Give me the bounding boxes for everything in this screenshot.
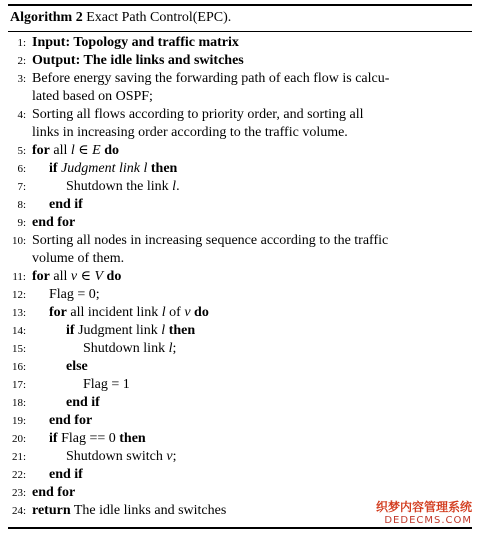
code-token: then [168, 323, 196, 338]
line-number: 12: [11, 289, 26, 301]
line-code [66, 448, 176, 466]
line-number: 23: [11, 487, 26, 499]
code-token: l [161, 323, 166, 338]
line-number: 6: [17, 163, 26, 175]
line-code [32, 124, 348, 142]
code-token: do [106, 269, 122, 284]
algorithm-caption [10, 9, 231, 27]
code-token: end for [49, 413, 93, 428]
line-code [49, 430, 146, 448]
line-number: 2: [17, 55, 26, 67]
line-code [32, 142, 119, 160]
code-token: lated based on OSPF; [32, 89, 153, 104]
line-number: 10: [11, 235, 26, 247]
line-code [49, 160, 177, 178]
code-token: end for [32, 215, 76, 230]
line-number: 8: [17, 199, 26, 211]
code-token: of [165, 305, 185, 320]
code-token: Before energy saving the forwarding path of each flow is calcu- [32, 71, 390, 86]
code-token: l [172, 179, 177, 194]
line-number: 5: [17, 145, 26, 157]
code-token: if [49, 161, 58, 176]
code-token: if [49, 431, 58, 446]
line-number: 17: [11, 379, 26, 391]
code-token: then [150, 161, 178, 176]
code-token: for [49, 305, 67, 320]
code-token: end if [49, 467, 83, 482]
line-number: 22: [11, 469, 26, 481]
line-code [32, 214, 75, 232]
code-token: v [166, 449, 173, 464]
bottom-rule [8, 527, 472, 529]
code-token: Output: The idle links and switches [32, 53, 244, 68]
code-token: ; [172, 449, 177, 464]
code-token: volume of them. [32, 251, 125, 266]
code-token: Sorting all flows according to priority order, and sorting all [32, 107, 364, 122]
line-number: 24: [11, 505, 26, 517]
code-token: Shutdown the link [66, 179, 173, 194]
line-code [32, 88, 153, 106]
line-number: 1: [17, 37, 26, 49]
line-code [32, 232, 388, 250]
code-token: if [66, 323, 75, 338]
code-token: l [70, 143, 75, 158]
line-code [83, 376, 130, 394]
line-number: 3: [17, 73, 26, 85]
line-code [32, 502, 226, 520]
code-token: do [104, 143, 120, 158]
line-number: 20: [11, 433, 26, 445]
code-token: v [184, 305, 191, 320]
code-token: Sorting all nodes in increasing sequence according to the traffic [32, 233, 389, 248]
line-code [32, 250, 124, 268]
line-code [66, 394, 100, 412]
code-token: return [32, 503, 71, 518]
code-token: Shutdown link [83, 341, 169, 356]
caption-title: Exact Path Control(EPC). [86, 10, 232, 25]
line-number: 19: [11, 415, 26, 427]
line-code [66, 358, 88, 376]
watermark-line2: DEDECMS.COM [384, 515, 472, 526]
line-number: 16: [11, 361, 26, 373]
code-token: ∈ [77, 269, 95, 284]
watermark-logo [376, 501, 472, 527]
code-token: end if [66, 395, 100, 410]
code-token: Flag = 1 [83, 377, 130, 392]
line-number: 14: [11, 325, 26, 337]
code-token: do [194, 305, 209, 320]
code-token: l [168, 341, 173, 356]
code-token: for [32, 143, 50, 158]
line-code [32, 268, 121, 286]
line-code [49, 304, 209, 322]
code-token: end if [49, 197, 83, 212]
code-token: Judgment link [74, 323, 162, 338]
code-token: V [94, 269, 104, 284]
code-token: else [66, 359, 88, 374]
code-token: Input: Topology and traffic matrix [32, 35, 239, 50]
line-code [49, 412, 92, 430]
line-code [66, 322, 195, 340]
line-code [49, 286, 100, 304]
line-code [32, 34, 239, 52]
code-token: all [49, 143, 71, 158]
code-token: all [49, 269, 71, 284]
code-token: The idle links and switches [70, 503, 227, 518]
code-token: Shutdown switch [66, 449, 167, 464]
code-token: links in increasing order according to the traffic volume. [32, 125, 348, 140]
code-token: end for [32, 485, 76, 500]
line-number: 7: [17, 181, 26, 193]
line-code [49, 466, 83, 484]
line-code [83, 340, 176, 358]
code-token: ∈ [74, 143, 93, 158]
line-number: 15: [11, 343, 26, 355]
code-token: v [70, 269, 78, 284]
line-number: 13: [11, 307, 26, 319]
line-number: 21: [11, 451, 26, 463]
line-code [32, 70, 389, 88]
code-token: Flag == 0 [57, 431, 120, 446]
code-token: . [176, 179, 180, 194]
line-number: 4: [17, 109, 26, 121]
code-token: l [161, 305, 166, 320]
line-code [32, 484, 75, 502]
caption-label: Algorithm 2 [10, 10, 83, 25]
caption-rule [8, 31, 472, 32]
line-code [32, 106, 363, 124]
code-token: E [92, 143, 101, 158]
code-token: all incident link [66, 305, 162, 320]
line-number: 18: [11, 397, 26, 409]
code-token: Judgment link l [61, 161, 148, 176]
line-code [32, 52, 244, 70]
line-code [49, 196, 83, 214]
code-token: ; [172, 341, 177, 356]
line-number: 9: [17, 217, 26, 229]
line-number: 11: [12, 271, 26, 283]
code-token: for [32, 269, 50, 284]
code-token: then [119, 431, 146, 446]
watermark-line1: 织梦内容管理系统 [376, 500, 473, 514]
line-code [66, 178, 180, 196]
code-token: Flag = 0; [49, 287, 100, 302]
top-rule [8, 4, 472, 6]
